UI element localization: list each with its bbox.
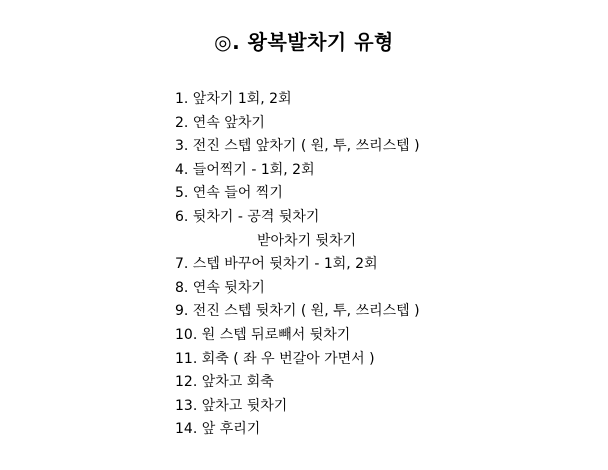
list-item: 8. 연속 뒷차기 xyxy=(175,279,265,296)
list-item: 3. 전진 스텝 앞차기 ( 원, 투, 쓰리스텝 ) xyxy=(175,138,420,155)
list-item: 10. 원 스텝 뒤로빼서 뒷차기 xyxy=(175,326,351,343)
list-item: 14. 앞 후리기 xyxy=(175,421,261,438)
list-item: 2. 연속 앞차기 xyxy=(175,114,265,131)
list-item-continuation: 받아차기 뒷차기 xyxy=(257,232,357,249)
list-item: 11. 회축 ( 좌 우 번갈아 가면서 ) xyxy=(175,350,375,367)
list-item: 1. 앞차기 1회, 2회 xyxy=(175,91,292,107)
list-item: 7. 스텝 바꾸어 뒷차기 - 1회, 2회 xyxy=(175,256,378,273)
kick-type-list xyxy=(175,88,575,442)
list-item: 5. 연속 들어 찍기 xyxy=(175,185,283,202)
list-item: 4. 들어찍기 - 1회, 2회 xyxy=(175,161,315,178)
document-title: ◎. 왕복발차기 유형 xyxy=(214,30,394,54)
list-item: 6. 뒷차기 - 공격 뒷차기 xyxy=(175,208,320,225)
list-item: 12. 앞차고 회축 xyxy=(175,374,274,391)
list-item: 13. 앞차고 뒷차기 xyxy=(175,397,288,414)
list-item: 9. 전진 스텝 뒷차기 ( 원, 투, 쓰리스텝 ) xyxy=(175,303,420,320)
